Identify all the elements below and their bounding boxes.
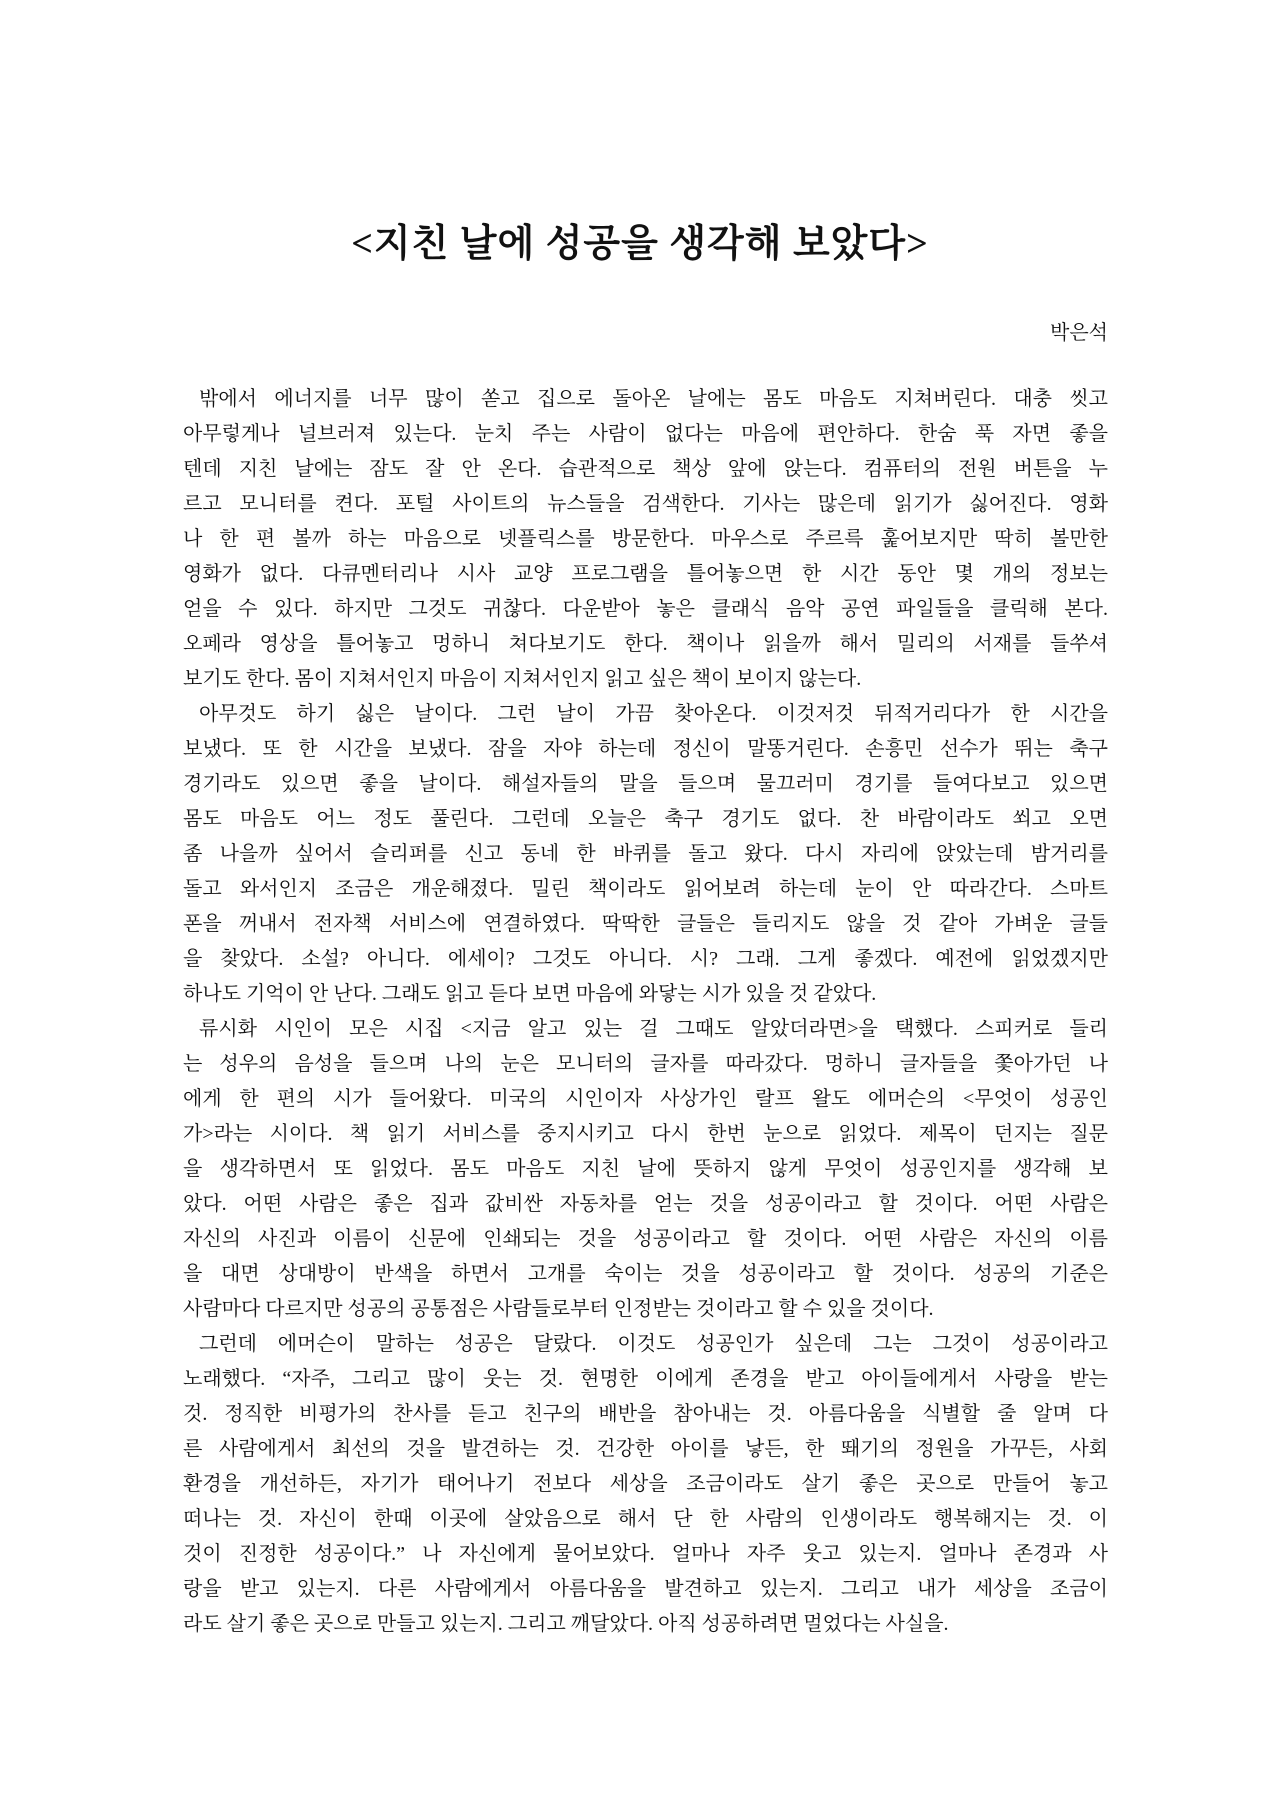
text-line: 르고 모니터를 켠다. 포털 사이트의 뉴스들을 검색한다. 기사는 많은데 읽기가 싫어진다. 영화 — [183, 493, 1108, 515]
text-line: 류시화 시인이 모은 시집 <지금 알고 있는 걸 그때도 알았더라면>을 택했다. 스피커로 들리 — [199, 1018, 1108, 1040]
text-line: 오페라 영상을 틀어놓고 멍하니 쳐다보기도 한다. 책이나 읽을까 해서 밀리의 서재를 들쑤셔 — [183, 633, 1108, 655]
text-line: 을 생각하면서 또 읽었다. 몸도 마음도 지친 날에 뜻하지 않게 무엇이 성공인지를 생각해 보 — [183, 1158, 1108, 1180]
text-line: 보기도 한다. 몸이 지쳐서인지 마음이 지쳐서인지 읽고 싶은 책이 보이지 않는다. — [183, 668, 862, 690]
text-line: 가>라는 시이다. 책 읽기 서비스를 중지시키고 다시 한번 눈으로 읽었다. 제목이 던지는 질문 — [183, 1123, 1108, 1145]
document-body — [183, 382, 1108, 1642]
text-line: 았다. 어떤 사람은 좋은 집과 값비싼 자동차를 얻는 것을 성공이라고 할 것이다. 어떤 사람은 — [183, 1193, 1108, 1215]
text-line: 하나도 기억이 안 난다. 그래도 읽고 듣다 보면 마음에 와닿는 시가 있을 것 같았다. — [183, 983, 877, 1005]
text-line: 것. 정직한 비평가의 찬사를 듣고 친구의 배반을 참아내는 것. 아름다움을 식별할 줄 알며 다 — [183, 1403, 1108, 1425]
text-line: 텐데 지친 날에는 잠도 잘 안 온다. 습관적으로 책상 앞에 앉는다. 컴퓨터의 전원 버튼을 누 — [183, 458, 1108, 480]
text-line: 돌고 와서인지 조금은 개운해졌다. 밀린 책이라도 읽어보려 하는데 눈이 안 따라간다. 스마트 — [183, 878, 1108, 900]
paragraph — [183, 697, 1108, 1012]
text-line: 아무렇게나 널브러져 있는다. 눈치 주는 사람이 없다는 마음에 편안하다. 한숨 푹 자면 좋을 — [183, 423, 1108, 445]
document-title: <지친 날에 성공을 생각해 보았다> — [351, 223, 929, 265]
paragraph — [183, 382, 1108, 697]
text-line: 것이 진정한 성공이다.” 나 자신에게 물어보았다. 얼마나 자주 웃고 있는지. 얼마나 존경과 사 — [183, 1543, 1108, 1565]
text-line: 자신의 사진과 이름이 신문에 인쇄되는 것을 성공이라고 할 것이다. 어떤 사람은 자신의 이름 — [183, 1228, 1108, 1250]
text-line: 몸도 마음도 어느 정도 풀린다. 그런데 오늘은 축구 경기도 없다. 찬 바람이라도 쐬고 오면 — [183, 808, 1108, 830]
text-line: 얻을 수 있다. 하지만 그것도 귀찮다. 다운받아 놓은 클래식 음악 공연 파일들을 클릭해 본다. — [183, 598, 1108, 620]
text-line: 나 한 편 볼까 하는 마음으로 넷플릭스를 방문한다. 마우스로 주르륵 훑어보지만 딱히 볼만한 — [183, 528, 1108, 550]
text-line: 른 사람에게서 최선의 것을 발견하는 것. 건강한 아이를 낳든, 한 뙈기의 정원을 가꾸든, 사회 — [183, 1438, 1108, 1460]
text-line: 을 찾았다. 소설? 아니다. 에세이? 그것도 아니다. 시? 그래. 그게 좋겠다. 예전에 읽었겠지만 — [183, 948, 1108, 970]
text-line: 폰을 꺼내서 전자책 서비스에 연결하였다. 딱딱한 글들은 들리지도 않을 것 같아 가벼운 글들 — [183, 913, 1108, 935]
text-line: 밖에서 에너지를 너무 많이 쏟고 집으로 돌아온 날에는 몸도 마음도 지쳐버린다. 대충 씻고 — [199, 388, 1108, 410]
paragraph — [183, 1012, 1108, 1327]
text-line: 좀 나을까 싶어서 슬리퍼를 신고 동네 한 바퀴를 돌고 왔다. 다시 자리에 앉았는데 밤거리를 — [183, 843, 1108, 865]
text-line: 사람마다 다르지만 성공의 공통점은 사람들로부터 인정받는 것이라고 할 수 있을 것이다. — [183, 1298, 934, 1320]
text-line: 노래했다. “자주, 그리고 많이 웃는 것. 현명한 이에게 존경을 받고 아이들에게서 사랑을 받는 — [183, 1368, 1108, 1390]
text-line: 떠나는 것. 자신이 한때 이곳에 살았음으로 해서 단 한 사람의 인생이라도 행복해지는 것. 이 — [183, 1508, 1108, 1530]
text-line: 아무것도 하기 싫은 날이다. 그런 날이 가끔 찾아온다. 이것저것 뒤적거리다가 한 시간을 — [199, 703, 1108, 725]
text-line: 을 대면 상대방이 반색을 하면서 고개를 숙이는 것을 성공이라고 할 것이다. 성공의 기준은 — [183, 1263, 1108, 1285]
text-line: 보냈다. 또 한 시간을 보냈다. 잠을 자야 하는데 정신이 말똥거린다. 손흥민 선수가 뛰는 축구 — [183, 738, 1108, 760]
paragraph — [183, 1327, 1108, 1642]
text-line: 랑을 받고 있는지. 다른 사람에게서 아름다움을 발견하고 있는지. 그리고 내가 세상을 조금이 — [183, 1578, 1108, 1600]
text-line: 환경을 개선하든, 자기가 태어나기 전보다 세상을 조금이라도 살기 좋은 곳으로 만들어 놓고 — [183, 1473, 1108, 1495]
text-line: 에게 한 편의 시가 들어왔다. 미국의 시인이자 사상가인 랄프 왈도 에머슨의 <무엇이 성공인 — [183, 1088, 1108, 1110]
author-name: 박은석 — [1050, 322, 1108, 344]
text-line: 는 성우의 음성을 들으며 나의 눈은 모니터의 글자를 따라갔다. 멍하니 글자들을 쫓아가던 나 — [183, 1053, 1108, 1075]
text-line: 영화가 없다. 다큐멘터리나 시사 교양 프로그램을 틀어놓으면 한 시간 동안 몇 개의 정보는 — [183, 563, 1108, 585]
text-line: 경기라도 있으면 좋을 날이다. 해설자들의 말을 들으며 물끄러미 경기를 들여다보고 있으면 — [183, 773, 1108, 795]
text-line: 라도 살기 좋은 곳으로 만들고 있는지. 그리고 깨달았다. 아직 성공하려면 멀었다는 사실을. — [183, 1613, 949, 1635]
text-line: 그런데 에머슨이 말하는 성공은 달랐다. 이것도 성공인가 싶은데 그는 그것이 성공이라고 — [199, 1333, 1108, 1355]
